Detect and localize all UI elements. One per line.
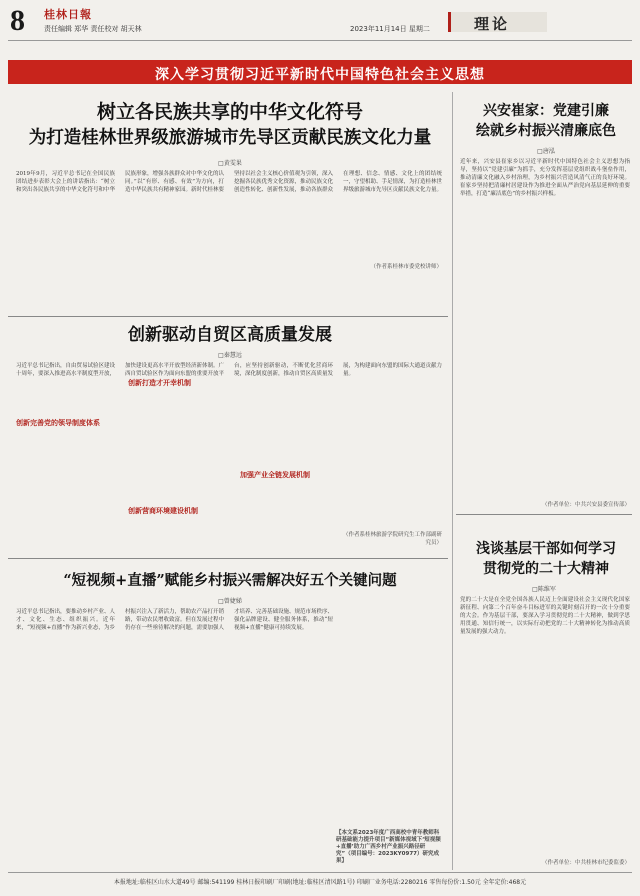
right-article-credit: （作者单位：中共兴安县委宣传部） xyxy=(541,502,630,508)
innovation-subhead-4: 加强产业全链发展机制 xyxy=(240,471,310,479)
banner-text: 深入学习贯彻习近平新时代中国特色社会主义思想 xyxy=(155,67,485,83)
main-article-byline: □黄雯果 xyxy=(218,160,242,167)
innovation-subhead-3: 创新营商环境建设机制 xyxy=(128,507,198,515)
divider xyxy=(456,514,632,515)
short-video-article-byline: □曾婕娣 xyxy=(218,598,242,605)
right-article-body: 近年来，兴安县崔家乡以习近平新时代中国特色社会主义思想为指导，坚持以“党建引廉”为抓手，充分发挥基层党组织战斗堡垒作用，推动清廉文化融入乡村治理，为乡村振兴营造风清气正的良好环境。崔家乡坚持把清廉村居建设作为推进全面从严治党向基层延伸的重要举措，打造“廉洁底色”的乡村振兴样板。 xyxy=(460,159,630,197)
issue-date: 2023年11月14日 星期二 xyxy=(350,25,430,33)
short-video-article-body: 习近平总书记指出，要推动乡村产业、人才、文化、生态、组织振兴。近年来，“短视频+直播”作为新兴业态，为乡村振兴注入了新活力，帮助农产品打开销路，带动农民增收致富。但在发展过程中仍存在一些亟待解决的问题，需要加强人才培养、完善基础设施、规范市场秩序、强化品牌建设、健全服务体系，推动“短视频+直播”健康可持续发展。 xyxy=(16,609,334,631)
page-number: 8 xyxy=(10,4,25,37)
short-video-article-credit: 【本文系2023年度广西高校中青年教师科研基础能力提升项目“新媒体视域下‘短视频+直播’助力广西乡村产业振兴路径研究”（项目编号：2023KY0977）研究成果】 xyxy=(336,830,441,864)
innovation-subhead-1: 创新完善党的领导制度体系 xyxy=(16,419,100,427)
column-divider xyxy=(452,92,453,870)
divider xyxy=(8,316,448,317)
right-article-title-line2: 绘就乡村振兴清廉底色 xyxy=(476,123,616,139)
main-article-body: 2019年9月，习近平总书记在全国民族团结进步表彰大会上的讲话指出：“树立和突出各民族共享的中华文化符号和中华民族形象，增强各族群众对中华文化的认同。”以“有形、有感、有效”为方向，打造中华民族共有精神家园。新时代桂林要坚持以社会主义核心价值观为引领，深入挖掘各民族优秀文化资源，推动民族文化创造性转化、创新性发展，推动各族群众在理想、信念、情感、文化上的团结统一，守望相助、手足情深，为打造桂林世界级旅游城市先导区贡献民族文化力量。 xyxy=(16,171,442,193)
main-article-title-line2: 为打造桂林世界级旅游城市先导区贡献民族文化力量 xyxy=(28,128,432,148)
grassroots-article-body: 党的二十大是在全党全国各族人民迈上全面建设社会主义现代化国家新征程、向第二个百年奋斗目标进军的关键时刻召开的一次十分重要的大会。作为基层干部，要深入学习贯彻党的二十大精神，做到学思用贯通、知信行统一，以实际行动把党的二十大精神转化为推动高质量发展的强大动力。 xyxy=(460,597,630,635)
grassroots-article-credit: （作者单位：中共桂林市纪委监委） xyxy=(541,860,630,866)
grassroots-article-byline: □陈维军 xyxy=(532,586,556,593)
page-header xyxy=(0,0,640,44)
page-footer xyxy=(8,872,632,889)
section-title: 理论 xyxy=(474,15,511,33)
header-divider xyxy=(8,40,632,41)
paper-logo: 桂林日報 xyxy=(44,8,92,21)
editor-credits: 责任编辑 郑华 责任校对 胡天林 xyxy=(44,25,142,33)
right-article-byline: □唐泓 xyxy=(537,148,555,155)
innovation-article-credit: （作者系桂林旅游学院研究生工作部副研究员） xyxy=(342,532,442,546)
footer-text: 本报地址:临桂区山水大道49号 邮编:541199 桂林日报印刷厂印刷(地址:临桂区清风路1号) 印刷厂业务电话:2280216 零售每份价:1.50元 全年定价:468元 xyxy=(113,879,527,886)
right-article-title-line1: 兴安崔家：党建引廉 xyxy=(483,103,609,119)
main-article-title-line1: 树立各民族共享的中华文化符号 xyxy=(96,101,363,123)
short-video-article-title: “短视频+直播”赋能乡村振兴需解决好五个关键问题 xyxy=(63,572,397,589)
theme-banner xyxy=(8,60,632,84)
innovation-article-byline: □秦慧远 xyxy=(218,352,242,359)
innovation-article-body: 习近平总书记指出，自由贸易试验区建设十周年，要深入推进高水平制度型开放，加快建设更高水平开放型经济新体制。广西自贸试验区作为面向东盟的重要开放平台，应坚持创新驱动，不断优化营商环境，深化制度创新，推动自贸区高质量发展，为构建面向东盟的国际大通道贡献力量。 xyxy=(16,363,442,377)
innovation-subhead-2: 创新打造才开幸机制 xyxy=(128,379,191,387)
innovation-article-title: 创新驱动自贸区高质量发展 xyxy=(128,325,332,345)
grassroots-article-title-line1: 浅谈基层干部如何学习 xyxy=(476,541,616,557)
divider xyxy=(8,558,448,559)
grassroots-article-title-line2: 贯彻党的二十大精神 xyxy=(483,561,609,577)
main-article-credit: （作者系桂林市委党校讲师） xyxy=(370,264,442,270)
